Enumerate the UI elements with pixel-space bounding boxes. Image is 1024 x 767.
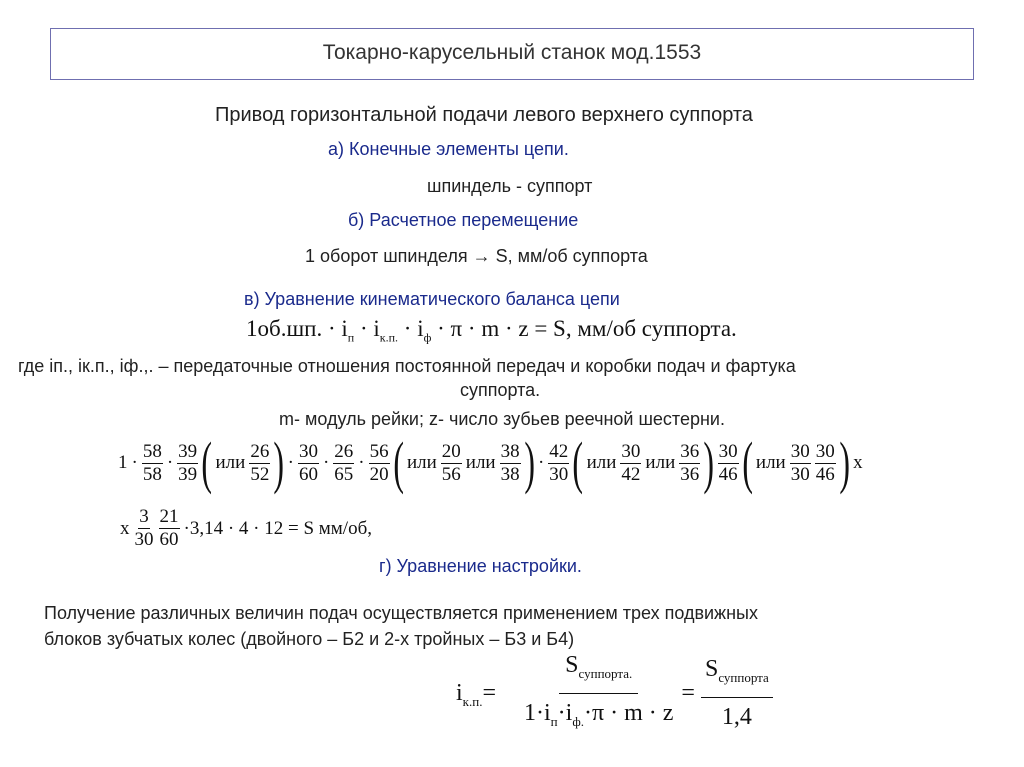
fraction: $\frac{30}{46}$: [718, 440, 738, 485]
where-line-3: m- модуль рейки; z- число зубьев реечной шестерни.: [279, 409, 725, 429]
line-rotation: 1 оборот шпинделя → S, мм/об суппорта: [305, 246, 648, 266]
kinematic-formula-row-1: 1 · $\frac{58}{58}$ · $\frac{39}{39}$ ( или $\frac{26}{52}$ ) · $\frac{30}{60}$ · $\frac{26}{65}$ · $\frac{56}{20}$ ( или $\frac{20}{56}$ или $\frac{38}{38}$ ) · $\frac{42}{30}$ ( или $\frac{30}{42}$ или $\frac{36}{36}$ ) $\frac{30}{46}$ ( или $\frac{30}{30}$ $\frac{30}{46}$ ) х: [118, 430, 863, 495]
fraction: $\frac{26}{52}$: [250, 440, 270, 485]
paragraph-line-2: блоков зубчатых колес (двойного – Б2 и 2-х тройных – Б3 и Б4): [44, 629, 575, 649]
where-line-2: суппорта.: [460, 380, 541, 400]
section-v: в) Уравнение кинематического баланса цепи: [244, 289, 620, 309]
balance-ip-sub: п: [347, 330, 355, 345]
balance-ikp-sub: к.п.: [379, 330, 399, 345]
where-line-1: где iп., iк.п., iф.,. – передаточные отношения постоянной передач и коробки подач и фартука: [18, 356, 796, 376]
fraction: $\frac{38}{38}$: [500, 440, 520, 485]
or-word: или: [645, 452, 676, 473]
tuning-num-1: S: [565, 652, 579, 678]
tuning-num-2: S: [704, 656, 719, 683]
page-title: Токарно-карусельный станок мод.1553: [322, 41, 702, 64]
paragraph-line-1: Получение различных величин подач осуществляется применением трех подвижных: [44, 603, 758, 623]
tuning-eq-2: =: [681, 679, 695, 706]
fraction: $\frac{26}{65}$: [334, 440, 354, 485]
tuning-den-1: 1·i: [524, 699, 551, 726]
tuning-lhs: i: [456, 680, 463, 707]
fraction: $\frac{39}{39}$: [178, 440, 198, 485]
section-a: а) Конечные элементы цепи.: [328, 139, 569, 159]
kinematic-formula-row-2: [118, 506, 374, 551]
formula-x-start: х: [120, 517, 130, 539]
title-box: [50, 28, 974, 80]
tuning-den-1-tail: ·π · m · z: [584, 699, 674, 726]
formula-one: 1: [118, 452, 128, 473]
balance-equation: 1об.шп. · $i_п \cdot i_{к.п.} \cdot i_ф \cdot \pi \cdot m \cdot z = S$, мм/об суппорта.: [246, 316, 737, 345]
tuning-den-1-mid: ·i: [557, 699, 573, 726]
fraction: $\frac{42}{30}$: [549, 440, 569, 485]
tuning-eq-1: =: [482, 680, 496, 707]
fraction: $\frac{3}{30}$: [134, 506, 154, 550]
tuning-num-1-sub: суппорта.: [578, 665, 633, 681]
or-word: или: [465, 452, 496, 473]
fraction: $\frac{58}{58}$: [142, 440, 162, 485]
balance-start: 1об.шп.: [246, 316, 323, 341]
tuning-fraction-2: [701, 654, 773, 732]
balance-tail: · π · m · z = S, мм/об суппорта.: [437, 316, 737, 341]
heading: Привод горизонтальной подачи левого верхнего суппорта: [215, 104, 753, 126]
tuning-den-1-sub2: ф.: [572, 713, 584, 729]
fraction: $\frac{36}{36}$: [680, 440, 700, 485]
formula-x-end: х: [853, 452, 863, 473]
tuning-fraction-1: [524, 650, 673, 737]
tuning-lhs-sub: к.п.: [462, 694, 483, 710]
or-word: или: [406, 452, 437, 473]
fraction: $\frac{20}{56}$: [441, 440, 461, 485]
balance-if-sub: ф: [423, 330, 432, 345]
or-word: или: [586, 452, 617, 473]
or-word: или: [215, 452, 246, 473]
fraction: $\frac{56}{20}$: [369, 440, 389, 485]
section-b: б) Расчетное перемещение: [348, 210, 579, 230]
tuning-num-2-sub: суппорта: [718, 670, 769, 686]
section-g: г) Уравнение настройки.: [379, 556, 582, 576]
fraction: $\frac{30}{46}$: [815, 440, 835, 485]
or-word: или: [755, 452, 786, 473]
fraction: $\frac{30}{30}$: [790, 440, 810, 485]
tuning-equation: [456, 650, 773, 737]
tuning-den-2: 1,4: [721, 704, 752, 731]
fraction: $\frac{30}{42}$: [621, 440, 641, 485]
formula-tail: ·3,14 · 4 · 12 = S мм/об,: [183, 517, 373, 539]
line-spindle: шпиндель - суппорт: [427, 176, 593, 196]
fraction: $\frac{30}{60}$: [298, 440, 318, 485]
fraction: $\frac{21}{60}$: [159, 506, 179, 550]
tuning-den-1-sub1: п: [550, 713, 558, 729]
